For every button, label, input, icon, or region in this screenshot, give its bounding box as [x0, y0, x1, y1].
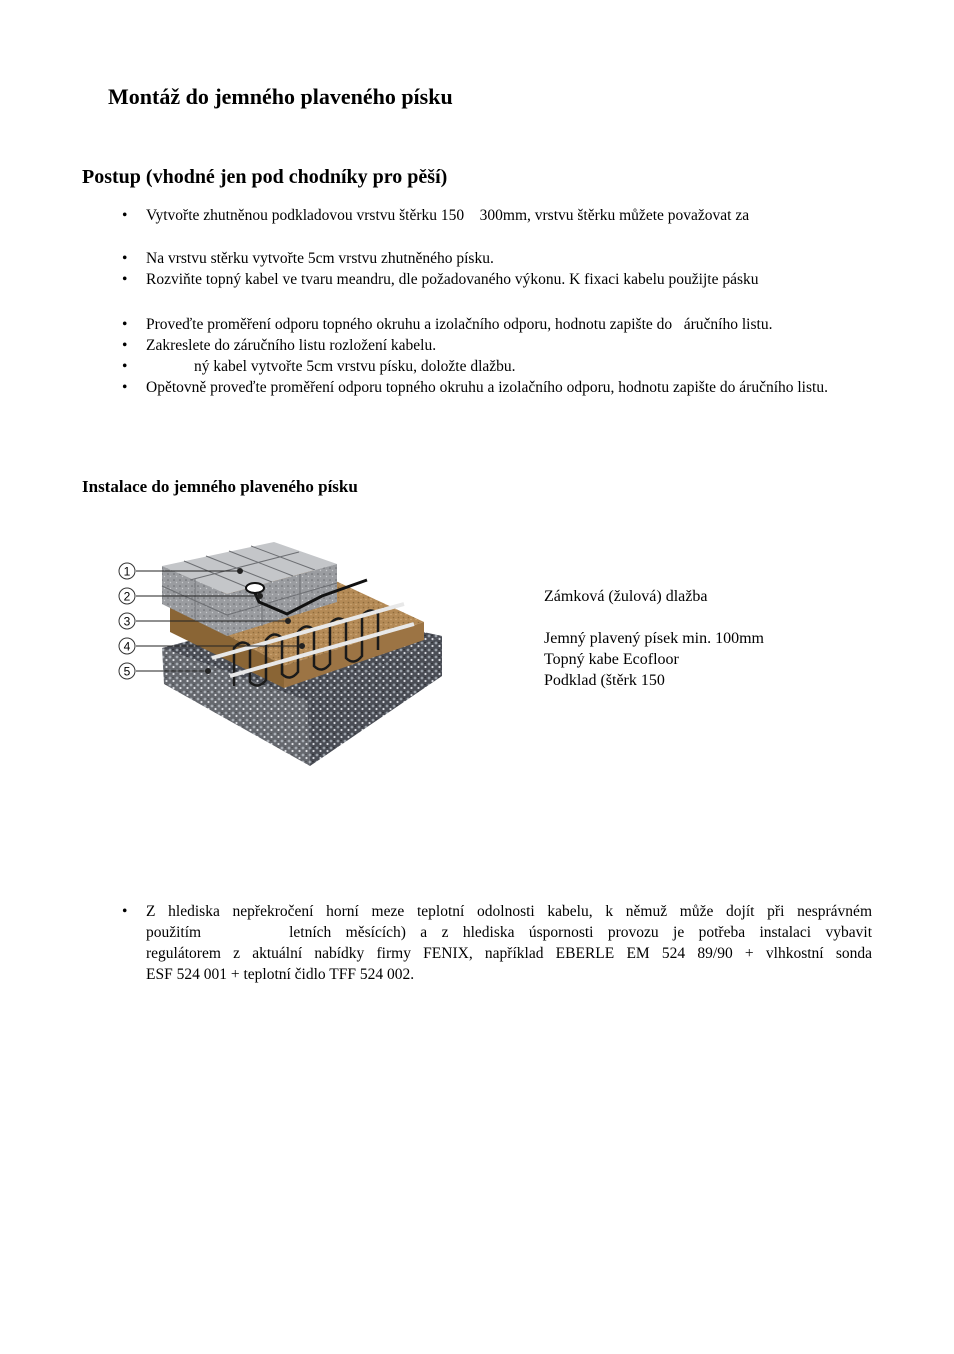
note-line-2: [146, 922, 872, 943]
list-item: [146, 901, 872, 985]
callout-5: 5: [123, 664, 131, 679]
legend-item: Zámková (žulová) dlažba: [544, 588, 708, 605]
callout-1: 1: [123, 564, 131, 579]
list-item-text: ný kabel vytvořte 5cm vrstvu písku, doložte dlažbu.: [194, 358, 516, 375]
list-item: • Zakreslete do záručního listu rozložení kabelu.: [146, 335, 872, 356]
procedure-list-3: [146, 314, 872, 398]
note-line-4: ESF 524 001 + teplotní čidlo TFF 524 002.: [146, 966, 415, 983]
page-title: Montáž do jemného plaveného písku: [108, 84, 453, 109]
note-line-1: • Z hlediska nepřekročení horní meze teplotní odolnosti kabelu, k němuž může dojít při nesprávném: [146, 903, 872, 920]
list-item: • Opětovně proveďte proměření odporu topného okruhu a izolačního odporu, hodnotu zapište do áručního listu.: [146, 377, 872, 398]
note-line-2a: použitím: [146, 924, 202, 941]
list-item: • Na vrstvu stěrku vytvořte 5cm vrstvu zhutněného písku.: [146, 248, 872, 269]
note-line-2b: letních měsících) a z hlediska úspornosti provozu je potřeba instalaci vybavit: [289, 924, 872, 941]
note-list: [146, 901, 872, 985]
callout-2: 2: [123, 589, 131, 604]
note-line-3: regulátorem z aktuální nabídky firmy FENIX, například EBERLE EM 524 89/90 + vlhkostní sonda: [146, 945, 872, 962]
callout-4: 4: [123, 639, 131, 654]
callout-3: 3: [123, 614, 131, 629]
procedure-heading: Postup (vhodné jen pod chodníky pro pěší): [82, 166, 448, 188]
procedure-list-2: [146, 248, 872, 290]
legend-item: Podklad (štěrk 150: [544, 672, 665, 689]
installation-diagram: [112, 536, 442, 768]
installation-heading: Instalace do jemného plaveného písku: [82, 477, 358, 496]
list-item: • Proveďte proměření odporu topného okruhu a izolačního odporu, hodnotu zapište do áručního listu.: [146, 314, 872, 335]
diagram-legend: [544, 586, 764, 691]
procedure-list: [146, 205, 872, 226]
list-item: • Rozviňte topný kabel ve tvaru meandru, dle požadovaného výkonu. K fixaci kabelu použijte pásku: [146, 269, 872, 290]
list-item: • Vytvořte zhutněnou podkladovou vrstvu štěrku 150 300mm, vrstvu štěrku můžete považovat za: [146, 205, 872, 226]
list-item: [146, 356, 872, 377]
legend-item: Topný kabe Ecofloor: [544, 651, 679, 668]
legend-item: Jemný plavený písek min. 100mm: [544, 630, 764, 647]
